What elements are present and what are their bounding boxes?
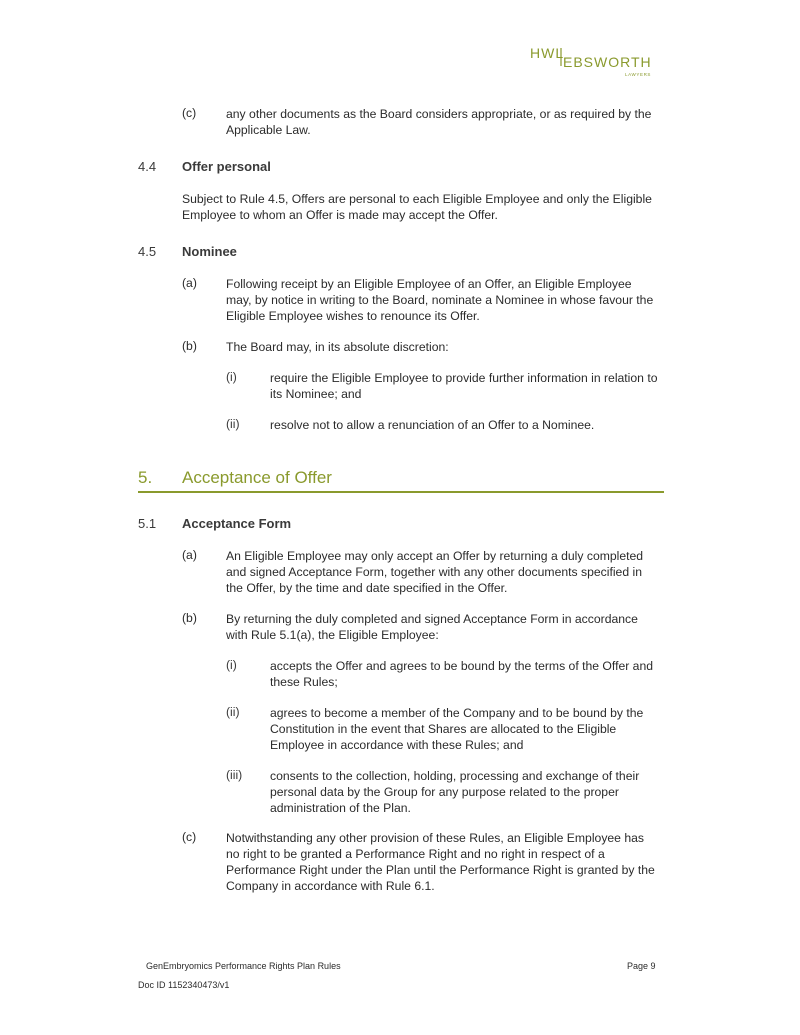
text-line: The Board may, in its absolute discretion: — [226, 340, 449, 354]
text-line: Subject to Rule 4.5, Offers are personal to each Eligible Employee and only the Eligible — [182, 192, 652, 206]
logo-lawyers-text: LAWYERS — [625, 72, 652, 77]
logo-hwl-text: HWL — [530, 45, 565, 61]
item-label: (c) — [182, 830, 197, 844]
paragraph-5-1-b — [226, 611, 666, 643]
text-line: An Eligible Employee may only accept an Offer by returning a duly completed — [226, 549, 644, 563]
text-line: any other documents as the Board considers appropriate, or as required by the — [226, 107, 652, 121]
logo-ebsworth-text: EBSWORTH — [563, 54, 652, 70]
item-label: (ii) — [226, 705, 240, 719]
item-label: (c) — [182, 106, 197, 120]
text-line: Performance Right under the Plan until the Performance Right is granted by the — [226, 863, 655, 877]
footer-doc-id: Doc ID 1152340473/v1 — [138, 980, 230, 990]
text-line: personal data by the Group for any purpose related to the proper — [270, 785, 619, 799]
section-number: 4.5 — [138, 244, 157, 259]
paragraph-5-1-b-ii — [270, 705, 670, 753]
text-line: and signed Acceptance Form, together with any other documents specified in — [226, 565, 642, 579]
section-heading: Offer personal — [182, 159, 271, 174]
paragraph-5-1-c — [226, 830, 671, 894]
section-heading: Nominee — [182, 244, 237, 259]
text-line: require the Eligible Employee to provide further information in relation to — [270, 371, 658, 385]
text-line: the Offer, by the time and date specified in the Offer. — [226, 581, 508, 595]
text-line: resolve not to allow a renunciation of an Offer to a Nominee. — [270, 418, 595, 432]
text-line: may, by notice in writing to the Board, nominate a Nominee in whose favour the — [226, 293, 654, 307]
paragraph-5-1-a — [226, 548, 666, 596]
text-line: Notwithstanding any other provision of these Rules, an Eligible Employee has — [226, 831, 644, 845]
text-line: these Rules; — [270, 675, 338, 689]
chapter-number: 5. — [138, 468, 153, 487]
text-line: Employee in accordance with these Rules; and — [270, 738, 524, 752]
text-line: By returning the duly completed and signed Acceptance Form in accordance — [226, 612, 638, 626]
item-label: (b) — [182, 339, 197, 353]
paragraph-4-5-b — [226, 339, 666, 355]
text-line: Company in accordance with Rule 6.1. — [226, 879, 435, 893]
chapter-divider — [138, 491, 664, 493]
text-line: agrees to become a member of the Company and to be bound by the — [270, 706, 644, 720]
section-number: 5.1 — [138, 516, 157, 531]
item-label: (ii) — [226, 417, 240, 431]
item-label: (i) — [226, 658, 237, 672]
item-label: (b) — [182, 611, 197, 625]
hwl-ebsworth-logo — [530, 44, 660, 80]
text-line: accepts the Offer and agrees to be bound by the terms of the Offer and — [270, 659, 654, 673]
text-line: consents to the collection, holding, processing and exchange of their — [270, 769, 640, 783]
paragraph-4-5-b-i — [270, 370, 670, 402]
text-line: Employee to whom an Offer is made may accept the Offer. — [182, 208, 498, 222]
item-label: (a) — [182, 276, 197, 290]
paragraph-5-1-b-iii — [270, 768, 670, 816]
item-label: (a) — [182, 548, 197, 562]
text-line: administration of the Plan. — [270, 801, 411, 815]
item-label: (i) — [226, 370, 237, 384]
chapter-title: Acceptance of Offer — [182, 468, 332, 487]
footer-page-number: Page 9 — [627, 961, 656, 971]
section-heading: Acceptance Form — [182, 516, 292, 531]
item-label: (iii) — [226, 768, 243, 782]
paragraph-c-top — [226, 106, 666, 138]
paragraph-4-5-b-ii — [270, 417, 670, 433]
footer-doc-title: GenEmbryomics Performance Rights Plan Rules — [146, 961, 341, 971]
text-line: Applicable Law. — [226, 123, 311, 137]
text-line: with Rule 5.1(a), the Eligible Employee: — [226, 628, 439, 642]
paragraph-5-1-b-i — [270, 658, 670, 690]
text-line: Eligible Employee wishes to renounce its Offer. — [226, 309, 480, 323]
text-line: its Nominee; and — [270, 387, 362, 401]
paragraph-4-4 — [182, 191, 672, 223]
paragraph-4-5-a — [226, 276, 666, 324]
text-line: Constitution in the event that Shares are allocated to the Eligible — [270, 722, 617, 736]
section-number: 4.4 — [138, 159, 157, 174]
text-line: no right to be granted a Performance Right and no right in respect of a — [226, 847, 605, 861]
text-line: Following receipt by an Eligible Employee of an Offer, an Eligible Employee — [226, 277, 632, 291]
